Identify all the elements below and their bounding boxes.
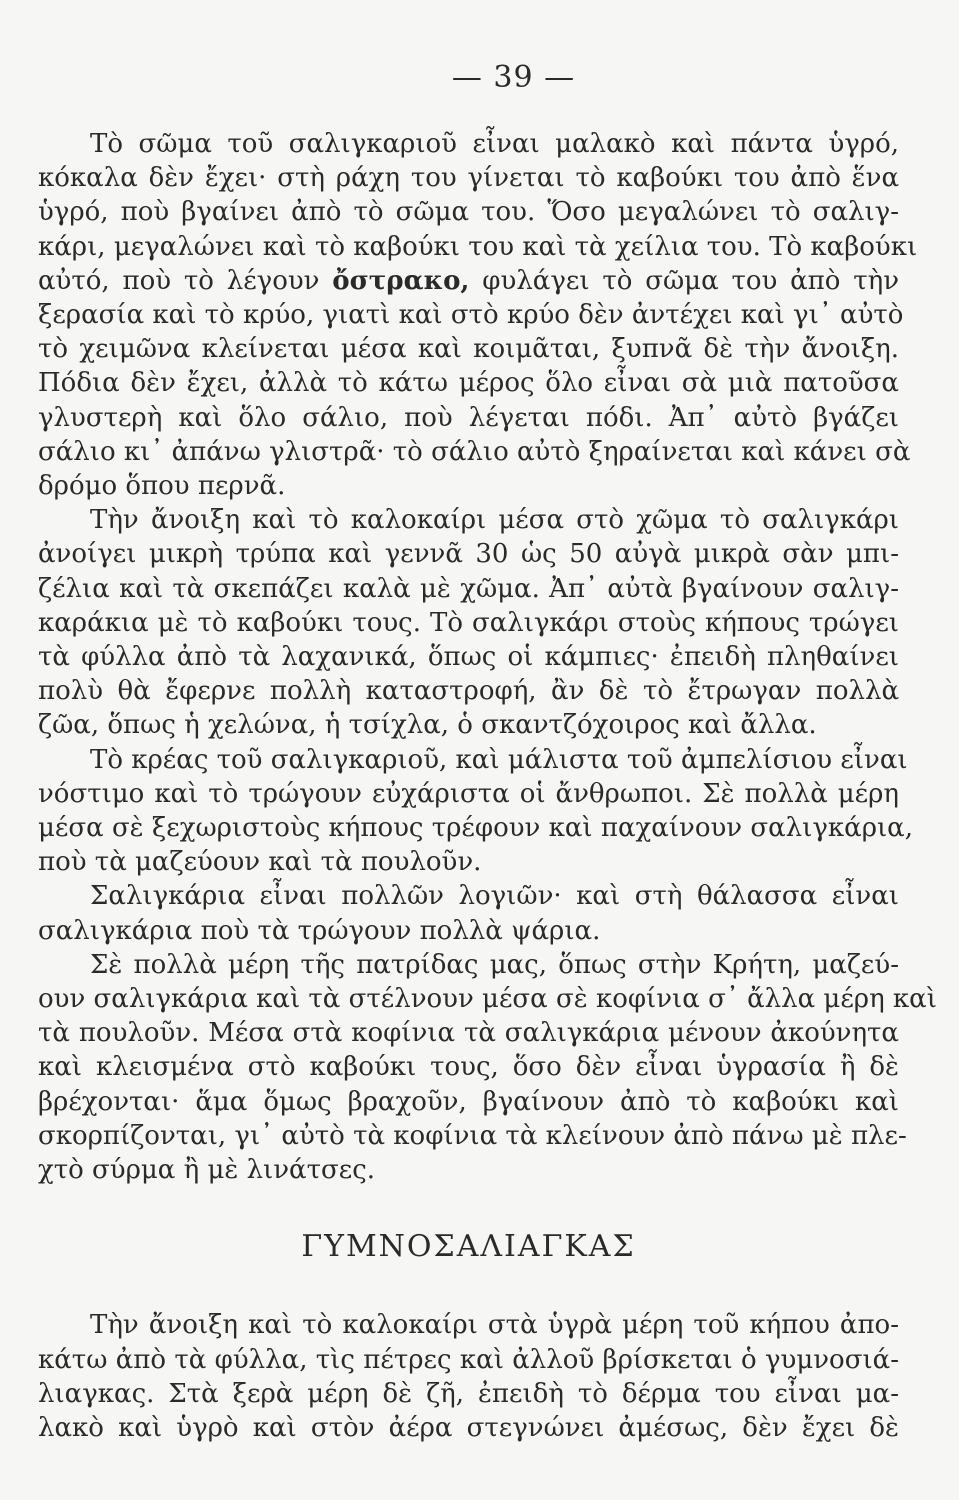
text-segment: αὐτό, ποὺ τὸ λέγουν <box>38 265 333 296</box>
text-line: ποὺ τὰ μαζεύουν καὶ τὰ πουλοῦν. <box>38 847 482 878</box>
text-line: σάλιο κι᾽ ἀπάνω γλιστρᾶ· τὸ σάλιο αὐτὸ ξηραίνεται καὶ κάνει σὰ <box>38 436 911 467</box>
text-line: δρόμο ὅπου περνᾶ. <box>38 471 286 502</box>
text-line: ὑγρό, ποὺ βγαίνει ἀπὸ τὸ σῶμα του. Ὅσο μεγαλώνει τὸ σαλιγ- <box>38 197 899 228</box>
text-line: νόστιμο καὶ τὸ τρώγουν εὐχάριστα οἱ ἄνθρωποι. Σὲ πολλὰ μέρη <box>38 778 899 809</box>
text-line: κάρι, μεγαλώνει καὶ τὸ καβούκι του καὶ τὰ χείλια του. Τὸ καβούκι <box>38 231 918 262</box>
paragraph-reproduction <box>38 503 899 742</box>
text-line: χτὸ σύρμα ἢ μὲ λινάτσες. <box>38 1155 376 1186</box>
section-heading: ΓΥΜΝΟΣΑΛΙΑΓΚΑΣ <box>301 1229 636 1265</box>
text-line: τὰ πουλοῦν. Μέσα στὰ κοφίνια τὰ σαλιγκάρια μένουν ἀκούνητα <box>38 1018 899 1049</box>
page-number: — 39 — <box>451 60 576 95</box>
text-line: κόκαλα δὲν ἔχει· στὴ ράχη του γίνεται τὸ καβούκι του ἀπὸ ἕνα <box>38 163 899 194</box>
text-line: Τὸ σῶμα τοῦ σαλιγκαριοῦ εἶναι μαλακὸ καὶ πάντα ὑγρό, <box>90 129 899 159</box>
text-line <box>38 264 899 298</box>
text-line: καράκια μὲ τὸ καβούκι τους. Τὸ σαλιγκάρι στοὺς κήπους τρώγει <box>38 607 899 638</box>
text-line: τὸ χειμῶνα κλείνεται μέσα καὶ κοιμᾶται, ξυπνᾶ δὲ τὴν ἄνοιξη. <box>38 334 899 365</box>
text-line: βρέχονται· ἅμα ὅμως βραχοῦν, βγαίνουν ἀπὸ τὸ καβούκι καὶ <box>38 1086 899 1117</box>
paragraph-crete <box>38 948 937 1187</box>
text-line: σκορπίζονται, γι᾽ αὐτὸ τὰ κοφίνια τὰ κλείνουν ἀπὸ πάνω μὲ πλε- <box>38 1120 907 1151</box>
paragraph-snail-body <box>38 127 918 503</box>
text-line: Τὴν ἄνοιξη καὶ τὸ καλοκαίρι μέσα στὸ χῶμα τὸ σαλιγκάρι <box>90 505 899 536</box>
text-line: καὶ κλεισμένα στὸ καβούκι τους, ὅσο δὲν εἶναι ὑγρασία ἢ δὲ <box>38 1052 899 1083</box>
text-line: Πόδια δὲν ἔχει, ἀλλὰ τὸ κάτω μέρος ὅλο εἶναι σὰ μιὰ πατοῦσα <box>38 368 899 399</box>
text-line: γλυστερὴ καὶ ὅλο σάλιο, ποὺ λέγεται πόδι. Ἀπ᾽ αὐτὸ βγάζει <box>38 402 899 433</box>
paragraph-meat <box>38 743 913 880</box>
text-line: Σὲ πολλὰ μέρη τῆς πατρίδας μας, ὅπως στὴν Κρήτη, μαζεύ- <box>90 949 899 980</box>
text-line: σαλιγκάρια ποὺ τὰ τρώγουν πολλὰ ψάρια. <box>38 915 601 946</box>
text-line: Τὸ κρέας τοῦ σαλιγκαριοῦ, καὶ μάλιστα τοῦ ἀμπελίσιου εἶναι <box>90 744 908 775</box>
text-line: πολὺ θὰ ἔφερνε πολλὴ καταστροφή, ἂν δὲ τὸ ἔτρωγαν πολλὰ <box>38 676 899 707</box>
text-line: τὰ φύλλα ἀπὸ τὰ λαχανικά, ὅπως οἱ κάμπιες· ἐπειδὴ πληθαίνει <box>38 642 899 673</box>
text-line: ζῶα, ὅπως ἡ χελώνα, ἡ τσίχλα, ὁ σκαντζόχοιρος καὶ ἄλλα. <box>38 710 817 741</box>
text-segment: φυλάγει τὸ σῶμα του ἀπὸ τὴν <box>469 265 900 296</box>
text-line: λακὸ καὶ ὑγρὸ καὶ στὸν ἀέρα στεγνώνει ἀμέσως, δὲν ἔχει δὲ <box>38 1412 899 1443</box>
text-line: κάτω ἀπὸ τὰ φύλλα, τὶς πέτρες καὶ ἀλλοῦ βρίσκεται ὁ γυμνοσιά- <box>38 1344 899 1375</box>
paragraph-slug <box>38 1308 899 1445</box>
text-line: λιαγκας. Στὰ ξερὰ μέρη δὲ ζῆ, ἐπειδὴ τὸ δέρμα του εἶναι μα- <box>38 1378 899 1409</box>
paragraph-kinds <box>38 879 899 947</box>
text-line: Σαλιγκάρια εἶναι πολλῶν λογιῶν· καὶ στὴ θάλασσα εἶναι <box>90 881 899 912</box>
text-line: ζέλια καὶ τὰ σκεπάζει καλὰ μὲ χῶμα. Ἀπ᾽ αὐτὰ βγαίνουν σαλιγ- <box>38 573 899 604</box>
bold-term-ostrako: ὄστρακο, <box>332 265 470 296</box>
text-line: μέσα σὲ ξεχωριστοὺς κήπους τρέφουν καὶ παχαίνουν σαλιγκάρια, <box>38 813 913 844</box>
text-line: Τὴν ἄνοιξη καὶ τὸ καλοκαίρι στὰ ὑγρὰ μέρη τοῦ κήπου ἀπο- <box>90 1310 899 1341</box>
text-line: ἀνοίγει μικρὴ τρύπα καὶ γεννᾶ 30 ὡς 50 αὐγὰ μικρὰ σὰν μπι- <box>38 539 899 570</box>
text-line: ουν σαλιγκάρια καὶ τὰ στέλνουν μέσα σὲ κοφίνια σ᾽ ἄλλα μέρη καὶ <box>38 984 937 1015</box>
text-line: ξερασία καὶ τὸ κρύο, γιατὶ καὶ στὸ κρύο δὲν ἀντέχει καὶ γι᾽ αὐτὸ <box>38 300 904 331</box>
